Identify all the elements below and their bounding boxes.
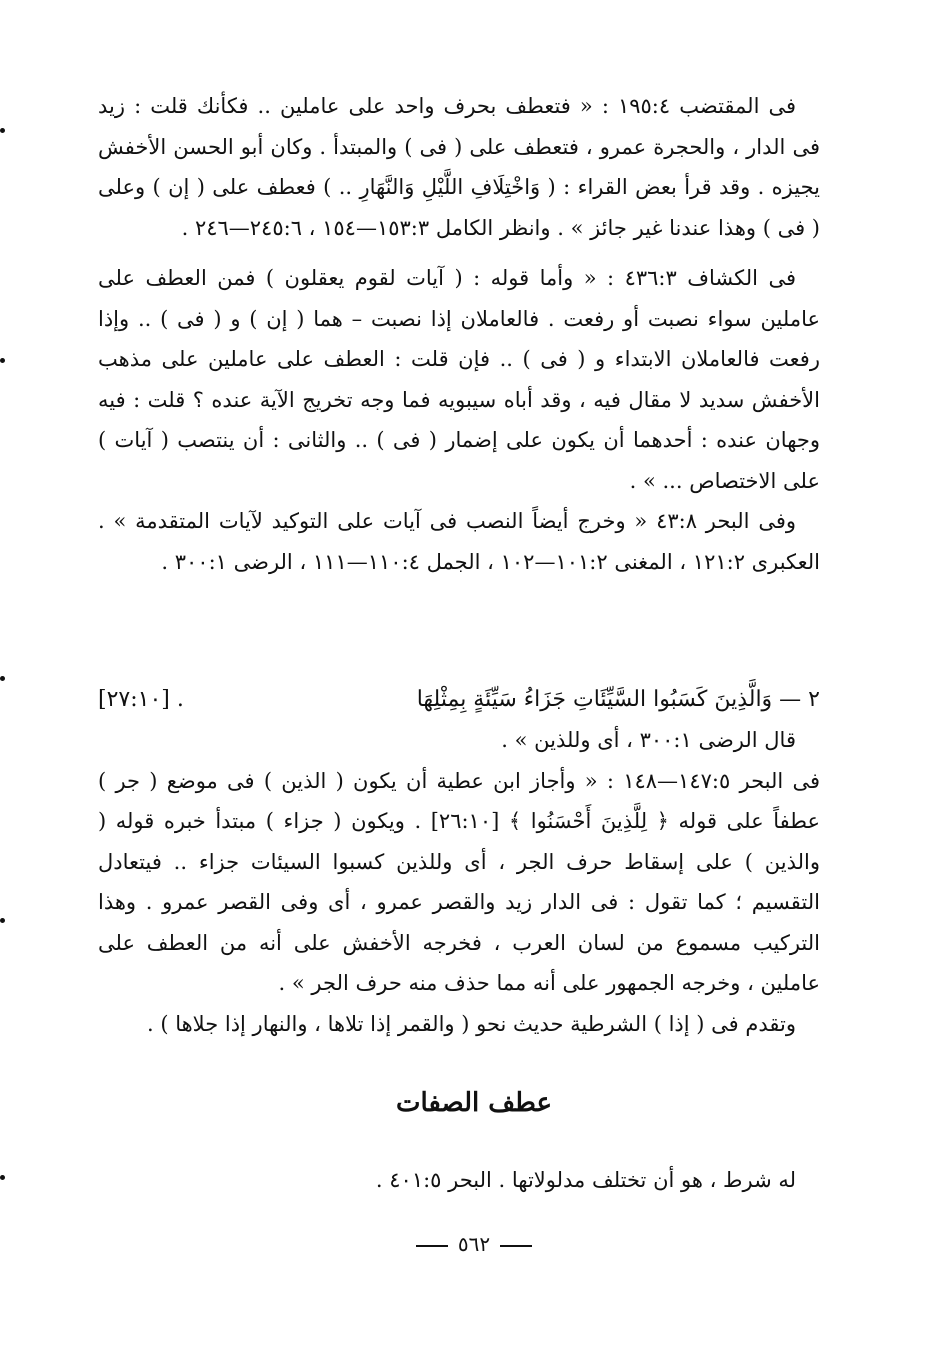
- paragraph-kashshaf: فى الكشاف ٤٣٦:٣ : « وأما قوله : ( آيات لقوم يعقلون ) فمن العطف على عاملين سواء نصبت أو رفعت . فالعاملان إذا نصبت – هما ( إن ) و ( فى ) .. وإذا رفعت فالعاملان الابتداء و ( فى ) .. فإن قلت : العطف على عاملين على مذهب الأخفش سديد لا مقال فيه ، وقد أباه سيبويه فما وجه تخريج الآية عنده ؟ قلت : فيه وجهان عنده : أحدهما أن يكون على إضمار ( فى ) .. والثانى : أن ينتصب ( آيات ) على الاختصاص ... » .: [98, 266, 820, 493]
- margin-dot: [0, 1175, 5, 1180]
- dash-left: [500, 1245, 532, 1247]
- section-body: له شرط ، هو أن تختلف مدلولاتها . البحر ٤٠١:٥ .: [375, 1168, 796, 1192]
- page-number: [0, 1232, 948, 1256]
- paragraph-muqtadab: فى المقتضب ١٩٥:٤ : « فتعطف بحرف واحد على عاملين .. فكأنك قلت : زيد فى الدار ، والحجرة عمرو ، فتعطف على ( فى ) والمبتدأ . وكان أبو الحسن الأخفش يجيزه . وقد قرأ بعض القراء : ( وَاخْتِلَافِ اللَّيْلِ وَالنَّهَارِ .. ) فعطف على ( إن ) وعلى ( فى ) وهذا عندنا غير جائز » . وانظر الكامل ١٥٣:٣—١٥٤ ، ٢٤٥:٦—٢٤٦ .: [98, 94, 820, 240]
- verse-text: ٢ — وَالَّذِينَ كَسَبُوا السَّيِّئَاتِ جَزَاءُ سَيِّئَةٍ بِمِثْلِهَا: [416, 687, 820, 712]
- margin-dot: [0, 918, 5, 923]
- paragraph-radi: قال الرضى ٣٠٠:١ ، أى وللذين » .: [501, 728, 796, 752]
- footnote-block-1: [98, 86, 820, 582]
- margin-dot: [0, 676, 5, 681]
- section-title: عطف الصفات: [395, 1088, 553, 1118]
- page-number-text: ٥٦٢: [457, 1232, 491, 1256]
- margin-dot: [0, 128, 5, 133]
- paragraph-bahr: وفى البحر ٤٣:٨ « وخرج أيضاً النصب فى آيات على التوكيد لآيات المتقدمة » . العكبرى ١٢١:٢ ، المغنى ١٠١:٢—١٠٢ ، الجمل ١١٠:٤—١١١ ، الرضى ٣٠٠:١ .: [98, 509, 820, 574]
- quran-verse-line: [98, 680, 820, 720]
- paragraph-bahr-2: فى البحر ١٤٧:٥—١٤٨ : « وأجاز ابن عطية أن يكون ( الذين ) فى موضع ( جر ) عطفاً على قوله ﴿ لِلَّذِينَ أَحْسَنُوا ﴾ [٢٦:١٠] . ويكون ( جزاء ) مبتدأ خبره قوله ( والذين ) على إسقاط حرف الجر ، أى وللذين كسبوا السيئات جزاء .. فيتعادل التقسيم ؛ كما تقول : فى الدار زيد والقصر عمرو ، أى وفى القصر عمرو . وهذا التركيب مسموع من لسان العرب ، فخرجه الأخفش على أنه من العطف على عاملين ، وخرجه الجمهور على أنه مما حذف منه حرف الجر » .: [98, 768, 821, 995]
- paragraph-idha: وتقدم فى ( إذا ) الشرطية حديث نحو ( والقمر إذا تلاها ، والنهار إذا جلاها ) .: [146, 1011, 796, 1036]
- dash-right: [416, 1245, 448, 1247]
- verse-reference: [٢٧:١٠] .: [98, 687, 184, 712]
- footnote-block-2: [98, 720, 820, 1044]
- margin-dot: [0, 358, 5, 363]
